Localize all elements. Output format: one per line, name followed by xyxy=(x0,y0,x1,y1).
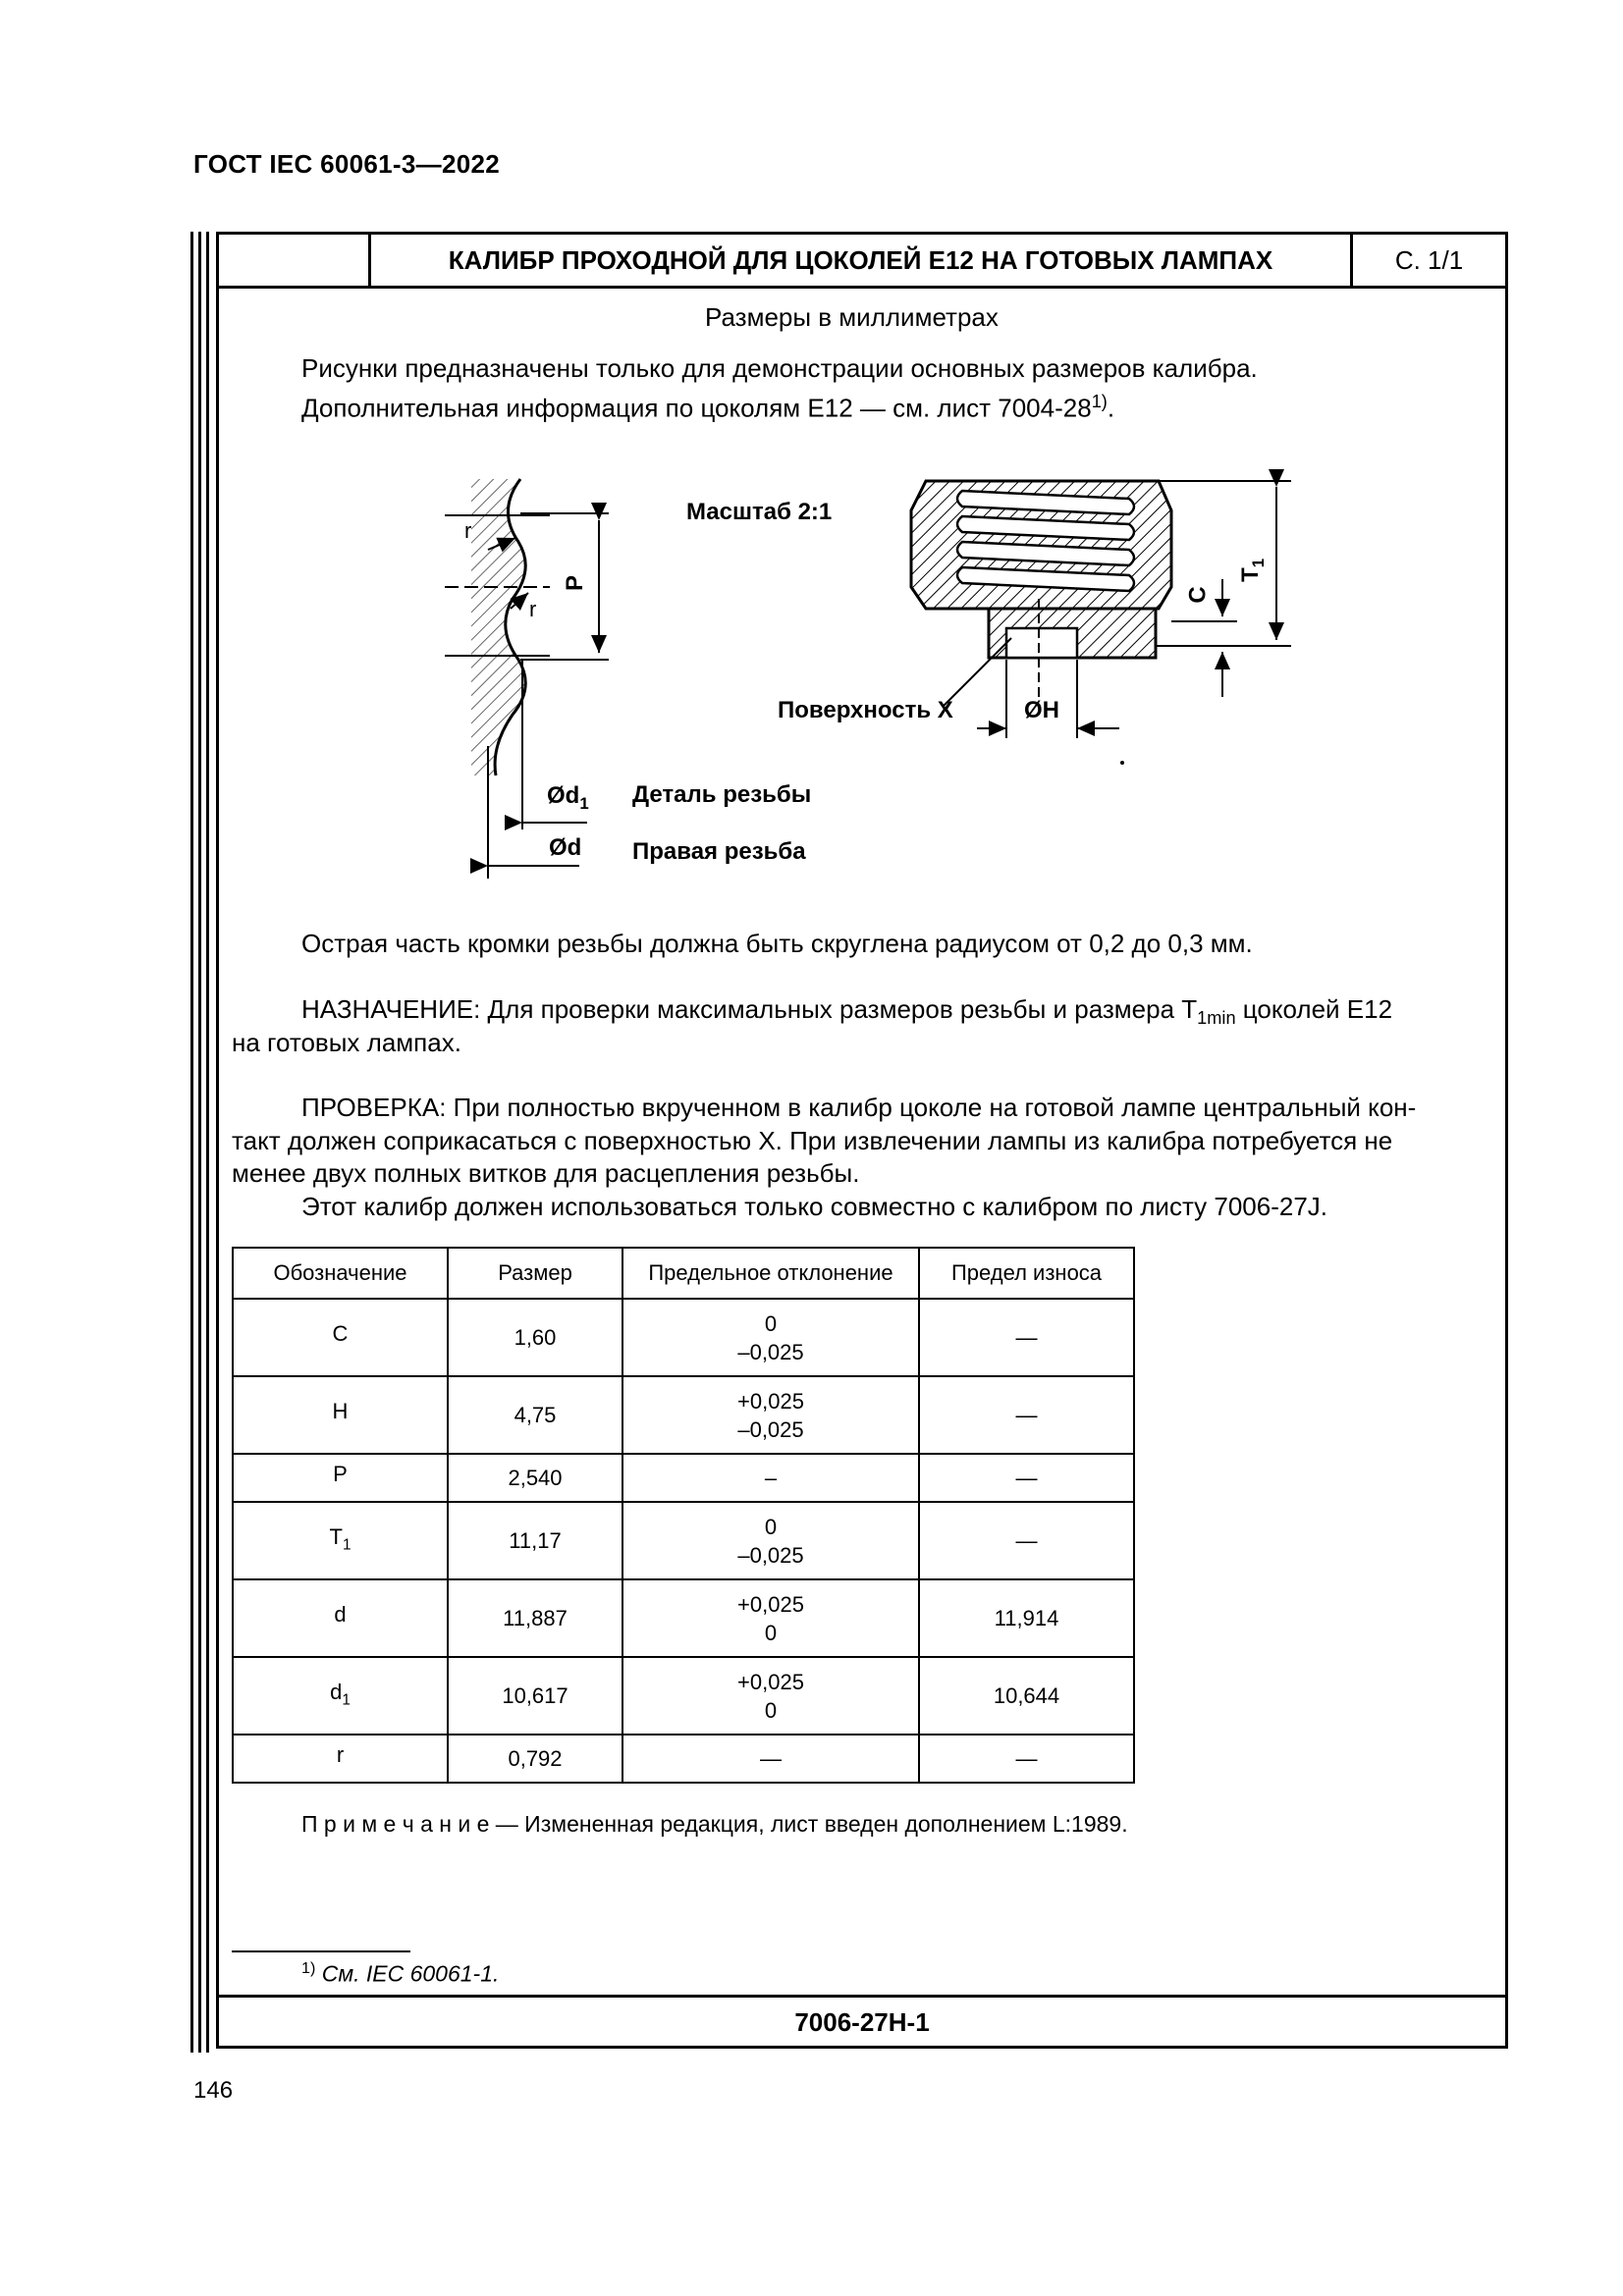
document-header: ГОСТ IEC 60061-3—2022 xyxy=(193,149,500,179)
cell-size: 0,792 xyxy=(448,1735,622,1783)
cell-size: 1,60 xyxy=(448,1299,622,1376)
deviation-lower: –0,025 xyxy=(737,1339,804,1364)
gauge-section-drawing xyxy=(911,481,1291,765)
cell-deviation xyxy=(622,1735,919,1783)
symbol-text: d xyxy=(334,1601,347,1627)
symbol-text: C xyxy=(332,1320,349,1346)
cell-symbol xyxy=(233,1299,448,1376)
units-note: Размеры в миллиметрах xyxy=(705,302,999,332)
page-number: 146 xyxy=(193,2077,234,2104)
purpose-text-a: НАЗНАЧЕНИЕ: Для проверки максимальных размеров резьбы и размера Т xyxy=(301,994,1198,1024)
table-header-row xyxy=(233,1248,1134,1299)
table-row xyxy=(233,1454,1134,1502)
purpose-line-1 xyxy=(301,992,1491,1035)
deviation-lower: –0,025 xyxy=(737,1542,804,1568)
deviation-lower: –0,025 xyxy=(737,1416,804,1442)
deviation-upper: – xyxy=(764,1466,778,1490)
label-d: Ød xyxy=(549,834,582,861)
cell-symbol xyxy=(233,1735,448,1783)
label-h: ØH xyxy=(1024,697,1059,723)
symbol-text: T xyxy=(329,1523,343,1549)
deviation-lower: 0 xyxy=(764,1697,778,1723)
cell-wear: — xyxy=(919,1454,1134,1502)
label-r-top: r xyxy=(464,518,472,543)
cell-size: 11,887 xyxy=(448,1579,622,1657)
deviation-lower: 0 xyxy=(764,1620,778,1645)
cell-size: 11,17 xyxy=(448,1502,622,1579)
cell-wear: 10,644 xyxy=(919,1657,1134,1735)
col-size: Размер xyxy=(448,1248,622,1299)
cell-symbol xyxy=(233,1376,448,1454)
right-thread-label: Правая резьба xyxy=(632,838,806,865)
label-d1-text: Ød xyxy=(547,782,580,809)
table-row xyxy=(233,1657,1134,1735)
intro-line-2-text: Дополнительная информация по цоколям Е12 — см. лист 7004-28 xyxy=(301,393,1092,423)
col-designation: Обозначение xyxy=(233,1248,448,1299)
cell-wear: — xyxy=(919,1502,1134,1579)
cell-wear: — xyxy=(919,1299,1134,1376)
footnote-ref: 1) xyxy=(1091,392,1108,411)
cell-size: 10,617 xyxy=(448,1657,622,1735)
thread-detail-label: Деталь резьбы xyxy=(632,781,812,808)
symbol-text: d xyxy=(330,1679,343,1704)
symbol-text: H xyxy=(332,1398,349,1423)
deviation-upper: 0 xyxy=(764,1310,778,1336)
table-row xyxy=(233,1735,1134,1783)
cell-symbol xyxy=(233,1579,448,1657)
cell-size: 2,540 xyxy=(448,1454,622,1502)
scale-label: Масштаб 2:1 xyxy=(686,499,833,525)
cell-symbol xyxy=(233,1454,448,1502)
cell-deviation xyxy=(622,1502,919,1579)
label-r-bottom: r xyxy=(529,597,537,621)
cell-deviation xyxy=(622,1454,919,1502)
label-c: C xyxy=(1184,586,1212,604)
intro-line-1: Рисунки предназначены только для демонстрации основных размеров калибра. xyxy=(301,353,1258,383)
check-line-2: такт должен соприкасаться с поверхностью X. При извлечении лампы из калибра потребуется не xyxy=(232,1126,1393,1155)
cell-size: 4,75 xyxy=(448,1376,622,1454)
deviation-upper: 0 xyxy=(764,1514,778,1539)
cell-deviation xyxy=(622,1299,919,1376)
check-line-3: менее двух полных витков для расцепления резьбы. xyxy=(232,1158,860,1188)
sheet-title: КАЛИБР ПРОХОДНОЙ ДЛЯ ЦОКОЛЕЙ Е12 НА ГОТОВЫХ ЛАМПАХ xyxy=(371,235,1353,286)
symbol-sub: 1 xyxy=(342,1691,351,1709)
label-p: P xyxy=(562,574,589,592)
footnote-text: См. IEC 60061-1. xyxy=(321,1960,500,1987)
sheet-number: 7006-27Н-1 xyxy=(219,1995,1505,2046)
label-t1-sub: 1 xyxy=(1248,558,1268,568)
edge-note: Острая часть кромки резьбы должна быть скруглена радиусом от 0,2 до 0,3 мм. xyxy=(301,929,1253,958)
label-d1-sub: 1 xyxy=(579,793,589,813)
cell-deviation xyxy=(622,1376,919,1454)
combined-use-note: Этот калибр должен использоваться только совместно с калибром по листу 7006-27J. xyxy=(301,1192,1328,1221)
cell-symbol xyxy=(233,1657,448,1735)
cell-wear: — xyxy=(919,1735,1134,1783)
deviation-upper: +0,025 xyxy=(737,1388,804,1414)
cell-deviation xyxy=(622,1657,919,1735)
footnote xyxy=(301,1959,499,1988)
col-wear-limit: Предел износа xyxy=(919,1248,1134,1299)
footnote-mark: 1) xyxy=(301,1959,316,1977)
symbol-text: P xyxy=(333,1461,348,1486)
table-row xyxy=(233,1376,1134,1454)
footnote-separator xyxy=(232,1950,410,1952)
table-row xyxy=(233,1299,1134,1376)
table-note: П р и м е ч а н и е — Измененная редакция, лист введен дополнением L:1989. xyxy=(301,1811,1128,1837)
cell-wear: 11,914 xyxy=(919,1579,1134,1657)
cell-wear: — xyxy=(919,1376,1134,1454)
deviation-upper: +0,025 xyxy=(737,1591,804,1617)
label-t1 xyxy=(1237,559,1269,582)
check-line-1: ПРОВЕРКА: При полностью вкрученном в калибр цоколе на готовой лампе центральный кон- xyxy=(301,1093,1417,1122)
purpose-sub: 1min xyxy=(1197,1008,1236,1029)
sheet-page: С. 1/1 xyxy=(1394,245,1464,275)
symbol-text: r xyxy=(336,1741,345,1767)
cell-deviation xyxy=(622,1579,919,1657)
table-row xyxy=(233,1579,1134,1657)
purpose-line-2: на готовых лампах. xyxy=(232,1028,461,1057)
cell-symbol xyxy=(233,1502,448,1579)
deviation-upper: +0,025 xyxy=(737,1669,804,1694)
label-t1-text: T xyxy=(1237,567,1265,582)
surface-x-label: Поверхность X xyxy=(778,697,953,723)
label-d1 xyxy=(547,782,589,814)
col-deviation: Предельное отклонение xyxy=(622,1248,919,1299)
table-row xyxy=(233,1502,1134,1579)
deviation-upper: — xyxy=(760,1746,782,1771)
symbol-sub: 1 xyxy=(342,1536,352,1554)
dimensions-table xyxy=(232,1247,1135,1784)
purpose-text-b: цоколей Е12 xyxy=(1235,994,1393,1024)
intro-line-2-end: . xyxy=(1107,393,1115,423)
